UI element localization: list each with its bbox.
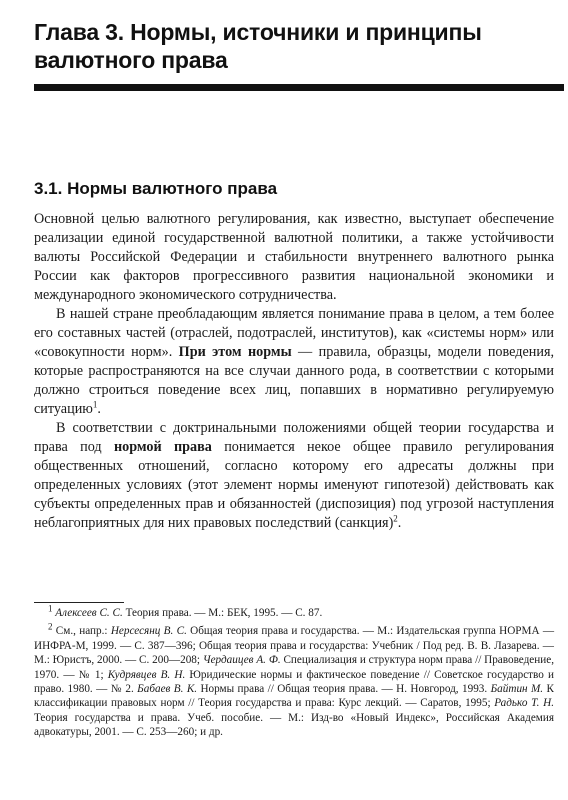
paragraph-2-text-a: В нашей стране преобладающим является понимание права в целом, а тем более его составных частей (отраслей, подотраслей, институтов), как «системы норм» или «совокупности норм».: [34, 306, 554, 360]
footnote-2-text-a: См., напр.:: [55, 625, 111, 638]
footnote-1-mark: 1: [48, 603, 53, 614]
paragraph-3-bold-term: нормой права: [113, 439, 212, 455]
paragraph-3: [34, 419, 554, 533]
paragraph-3-text-c: понимается некое общее правило регулирования общественных отношений, согласно которому его адресаты должны при определенных условиях (этот элемент нормы именуют гипотезой) действовать как субъекты определенных прав и обязанностей (диспозиция) под угрозой наступления неблагоприятных для них правовых последствий (санкция): [34, 439, 554, 531]
chapter-title-rule: [34, 84, 564, 91]
footnote-2-author-3: Кудрявцев В. Н.: [107, 668, 186, 681]
paragraph-2-bold: При этом нормы: [178, 344, 292, 360]
footnote-2-author-6: Радько Т. Н.: [494, 697, 555, 710]
chapter-title: Глава 3. Нормы, источники и принципы валютного права: [34, 19, 482, 73]
paragraph-1: Основной целью валютного регулирования, как известно, выступает обеспечение реализации единой государственной валютной политики, а также устойчивости валюты Российской Федерации и стабильности внутреннего валютного рынка России как факторов прогрессивного развития национальной экономики и международного экономического сотрудничества.: [34, 211, 554, 303]
paragraph-2-text-c: — правила, образцы, модели поведения, которые распространяются на все случаи данного рода, в соответствии с которыми должно строиться поведение всех лиц, попавших в нормативно регулируемую ситуацию: [34, 344, 555, 417]
footnote-1: [34, 603, 554, 620]
body-text: [34, 210, 554, 533]
footnote-1-author: Алексеев С. С.: [55, 607, 123, 619]
paragraph-3-text-a: В соответствии с доктринальными положениями общей теории государства и права под: [34, 420, 554, 455]
footnote-ref-1: 1: [92, 399, 98, 410]
footnote-2-author-2: Чердаицев А. Ф.: [202, 654, 281, 667]
footnote-2-author-5: Байтин М.: [490, 683, 544, 696]
footnote-2: [34, 621, 555, 739]
footnote-2-text-e: Нормы права // Общая теория права. — Н. Новгород, 1993.: [197, 683, 491, 696]
footnote-2-text-c: Специализация и структура норм права // Правоведение, 1970. — № 1;: [34, 654, 555, 681]
footnote-2-text-d: Юридические нормы и фактическое поведение // Советское государство и право. 1980. — № 2.: [34, 668, 554, 696]
paragraph-2-end: .: [97, 401, 101, 417]
footnote-ref-2: 2: [393, 513, 398, 524]
footnotes: [34, 603, 555, 740]
footnote-2-text-f: К классификации правовых норм // Теория государства и права: Курс лекций. — Саратов, 1995;: [34, 683, 554, 710]
footnote-2-text-b: Общая теория права и государства. — М.: Издательская группа НОРМА — ИНФРА-М, 1999. — С. 387—396; Общая теория права и государства: Учебник / Под ред. В. В. Лазарева. — М.: Юристъ, 2000. — С. 200—208;: [34, 625, 555, 667]
footnote-1-text: Теория права. — М.: БЕК, 1995. — С. 87.: [122, 607, 323, 619]
paragraph-3-end: .: [397, 515, 402, 531]
footnote-2-text-g: Теория государства и права. Учеб. пособие. — М.: Изд-во «Новый Индекс», Российская Академия адвокатуры, 2001. — С. 253—260; и др.: [34, 711, 554, 739]
footnote-2-mark: 2: [48, 621, 53, 632]
paragraph-2: [34, 305, 554, 419]
footnote-2-author-1: Нерсесянц В. С.: [110, 625, 187, 638]
section-title: 3.1. Нормы валютного права: [34, 179, 278, 198]
footnote-2-author-4: Бабаев В. К.: [137, 683, 198, 696]
